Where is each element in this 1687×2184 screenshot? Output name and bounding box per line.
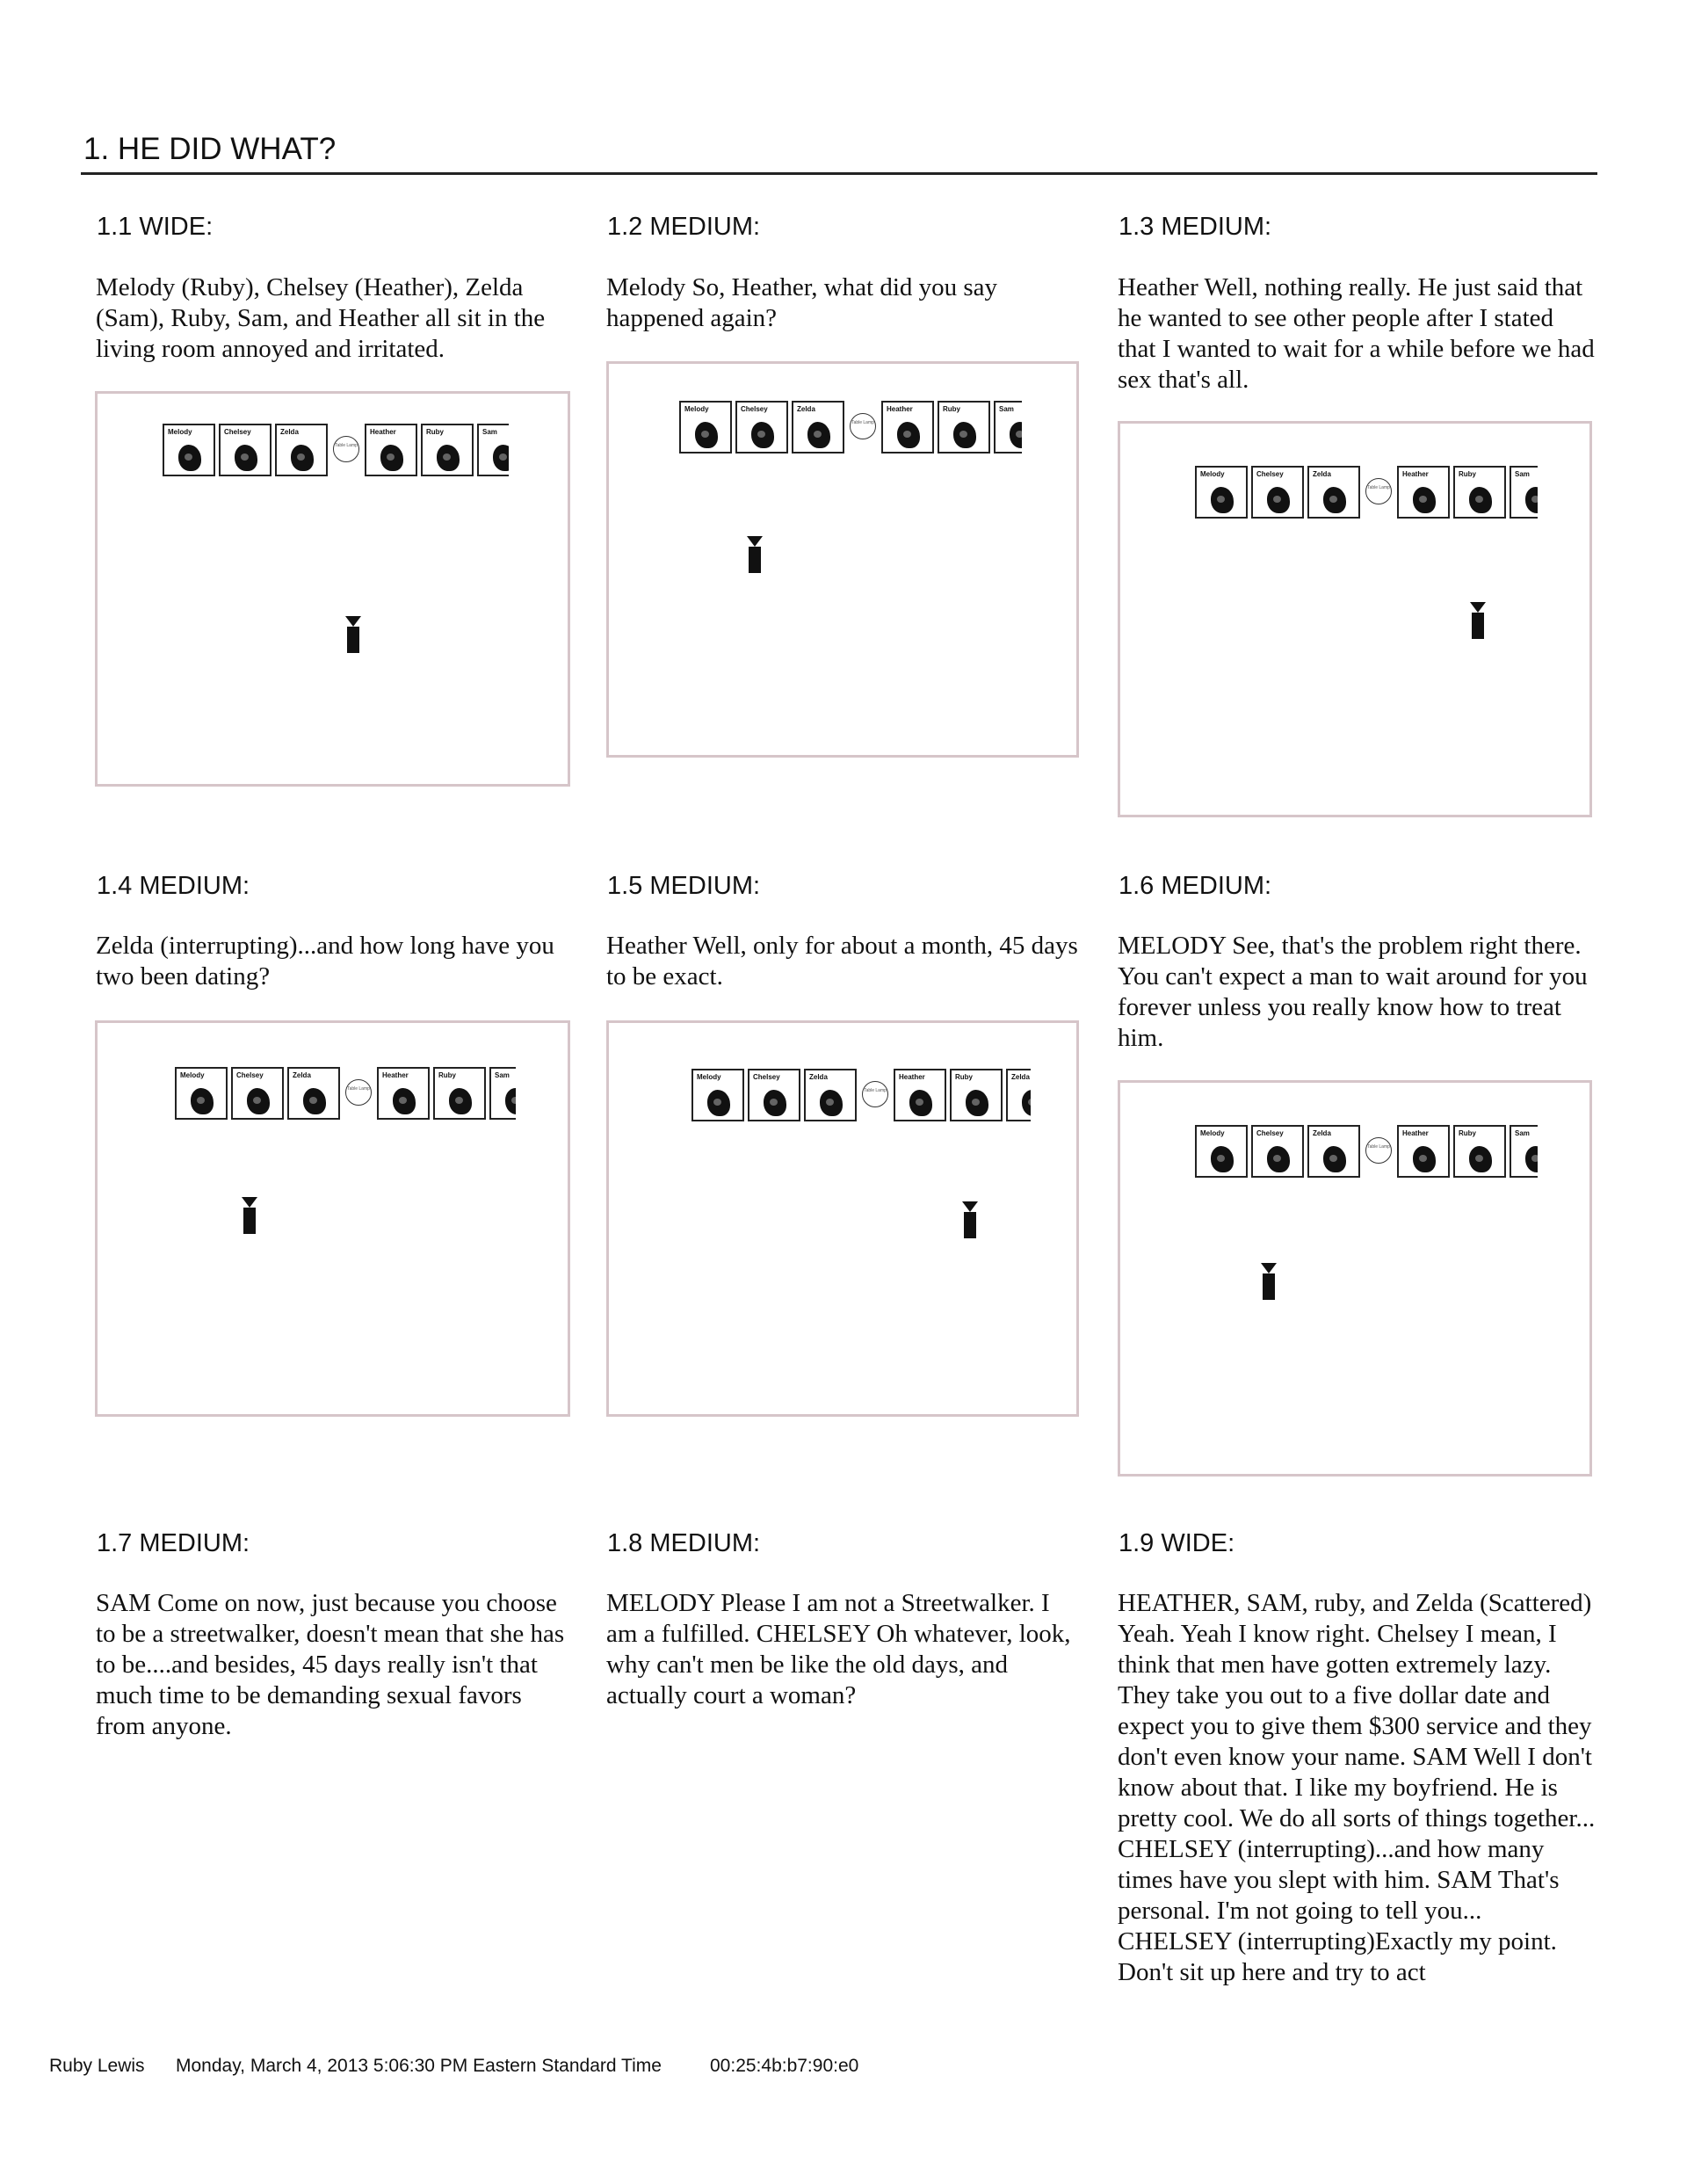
panel-description: MELODY Please I am not a Streetwalker. I am a fulfilled. CHELSEY Oh whatever, look, why can't men be like the old days, and actually court a woman? (606, 1589, 1071, 1709)
character-head-icon (1469, 1146, 1492, 1172)
seating-strip (1195, 466, 1538, 519)
seat-heather: Heather (365, 424, 417, 476)
seating-strip (679, 401, 1022, 453)
storyboard-frame (606, 1020, 1079, 1417)
camera-icon (1470, 602, 1486, 639)
seat-ruby: Ruby (950, 1069, 1003, 1121)
character-head-icon (437, 445, 460, 471)
character-head-icon (1267, 487, 1290, 513)
character-head-icon (695, 422, 718, 448)
seating-strip (691, 1069, 1031, 1121)
table-icon: Table Lamp (862, 1081, 888, 1107)
seat-ruby: Ruby (421, 424, 474, 476)
character-head-icon (1010, 422, 1022, 448)
seat-ruby: Ruby (938, 401, 990, 453)
panel-description: SAM Come on now, just because you choose to be a streetwalker, doesn't mean that she has to be....and besides, 45 days really isn't that much time to be demanding sexual favors from anyone. (96, 1589, 565, 1740)
seat-sam: Sam (1510, 466, 1538, 519)
character-head-icon (1211, 487, 1234, 513)
camera-icon (747, 536, 763, 573)
seat-zelda: Zelda (275, 424, 328, 476)
character-head-icon (807, 422, 830, 448)
seat-heather: Heather (881, 401, 934, 453)
footer-device-id: 00:25:4b:b7:90:e0 (710, 2056, 859, 2076)
character-head-icon (966, 1090, 988, 1116)
character-head-icon (751, 422, 774, 448)
seat-melody: Melody (175, 1067, 228, 1120)
character-head-icon (1022, 1090, 1031, 1116)
panel-description: Heather Well, only for about a month, 45 days to be exact. (606, 932, 1078, 990)
camera-icon (345, 616, 361, 653)
seat-ruby: Ruby (1453, 466, 1506, 519)
panel-description: Melody (Ruby), Chelsey (Heather), Zelda (Sam), Ruby, Sam, and Heather all sit in the living room annoyed and irritated. (96, 273, 546, 363)
character-head-icon (178, 445, 201, 471)
seat-zelda: Zelda (1307, 466, 1360, 519)
seat-zelda: Zelda (287, 1067, 340, 1120)
character-head-icon (1267, 1146, 1290, 1172)
panel-description: Heather Well, nothing really. He just said that he wanted to see other people after I stated that I wanted to wait for a while before we had sex that's all. (1118, 273, 1595, 394)
seat-heather: Heather (377, 1067, 430, 1120)
character-head-icon (1211, 1146, 1234, 1172)
seat-chelsey: Chelsey (748, 1069, 800, 1121)
seating-strip (1195, 1125, 1538, 1178)
character-head-icon (380, 445, 403, 471)
character-head-icon (707, 1090, 730, 1116)
storyboard-frame (1118, 1080, 1592, 1477)
seat-melody: Melody (1195, 466, 1248, 519)
character-head-icon (235, 445, 257, 471)
seat-melody: Melody (679, 401, 732, 453)
table-icon: Table Lamp (1365, 1137, 1392, 1164)
character-head-icon (191, 1088, 214, 1114)
panel-heading: 1.8 MEDIUM: (607, 1529, 761, 1557)
seat-sam: Sam (477, 424, 509, 476)
seat-heather: Heather (894, 1069, 946, 1121)
seat-melody: Melody (163, 424, 215, 476)
character-head-icon (449, 1088, 472, 1114)
character-head-icon (1525, 1146, 1538, 1172)
character-head-icon (247, 1088, 270, 1114)
storyboard-frame (606, 361, 1079, 758)
seat-sam: Sam (1510, 1125, 1538, 1178)
seat-chelsey: Chelsey (1251, 1125, 1304, 1178)
seat-sam: Sam (994, 401, 1022, 453)
table-icon: Table Lamp (850, 413, 876, 439)
seat-melody: Melody (1195, 1125, 1248, 1178)
seat-zelda: Zelda (792, 401, 844, 453)
seat-ruby: Ruby (433, 1067, 486, 1120)
table-icon: Table Lamp (1365, 478, 1392, 504)
panel-description: MELODY See, that's the problem right there. You can't expect a man to wait around for you forever unless you really know how to treat him. (1118, 932, 1588, 1052)
footer-datetime: Monday, March 4, 2013 5:06:30 PM Eastern Standard Time (176, 2056, 662, 2076)
title-divider (81, 172, 1597, 175)
panel-description: Zelda (interrupting)...and how long have you two been dating? (96, 932, 554, 990)
seating-strip (163, 424, 509, 476)
seating-strip (175, 1067, 516, 1120)
character-head-icon (909, 1090, 932, 1116)
character-head-icon (764, 1090, 786, 1116)
character-head-icon (291, 445, 314, 471)
character-head-icon (493, 445, 509, 471)
character-head-icon (303, 1088, 326, 1114)
panel-description: HEATHER, SAM, ruby, and Zelda (Scattered) Yeah. Yeah I know right. Chelsey I mean, I think that men have gotten extremely lazy. They take you out to a five dollar date and expect you to give them $300 service and they don't even know your name. SAM Well I don't know about that. I like my boyfriend. He is pretty cool. We do all sorts of things together... CHELSEY (interrupting)...and how many times have you slept with him. SAM That's personal. I'm not going to tell you... CHELSEY (interrupting)Exactly my point. Don't sit up here and try to act (1118, 1589, 1596, 1986)
seat-heather: Heather (1397, 466, 1450, 519)
character-head-icon (393, 1088, 416, 1114)
panel-heading: 1.9 WIDE: (1119, 1529, 1235, 1557)
character-head-icon (1413, 487, 1436, 513)
seat-chelsey: Chelsey (219, 424, 272, 476)
storyboard-frame (95, 1020, 570, 1417)
seat-ruby: Ruby (1453, 1125, 1506, 1178)
panel-heading: 1.2 MEDIUM: (607, 213, 761, 241)
storyboard-frame (95, 391, 570, 787)
page-title: 1. HE DID WHAT? (83, 132, 337, 166)
character-head-icon (953, 422, 976, 448)
character-head-icon (1525, 487, 1538, 513)
seat-zelda: Zelda (1307, 1125, 1360, 1178)
seat-chelsey: Chelsey (735, 401, 788, 453)
footer-author: Ruby Lewis (49, 2056, 145, 2076)
panel-heading: 1.4 MEDIUM: (97, 872, 250, 900)
character-head-icon (1323, 1146, 1346, 1172)
panel-heading: 1.3 MEDIUM: (1119, 213, 1272, 241)
seat-zelda: Zelda (1006, 1069, 1031, 1121)
panel-heading: 1.6 MEDIUM: (1119, 872, 1272, 900)
camera-icon (242, 1197, 257, 1234)
storyboard-frame (1118, 421, 1592, 817)
character-head-icon (1413, 1146, 1436, 1172)
seat-zelda: Zelda (804, 1069, 857, 1121)
character-head-icon (505, 1088, 516, 1114)
character-head-icon (1323, 487, 1346, 513)
seat-melody: Melody (691, 1069, 744, 1121)
panel-description: Melody So, Heather, what did you say happened again? (606, 273, 998, 332)
character-head-icon (897, 422, 920, 448)
panel-heading: 1.5 MEDIUM: (607, 872, 761, 900)
seat-chelsey: Chelsey (231, 1067, 284, 1120)
table-icon: Table Lamp (345, 1079, 372, 1106)
seat-sam: Sam (489, 1067, 516, 1120)
panel-heading: 1.7 MEDIUM: (97, 1529, 250, 1557)
camera-icon (962, 1201, 978, 1238)
character-head-icon (820, 1090, 843, 1116)
seat-chelsey: Chelsey (1251, 466, 1304, 519)
camera-icon (1261, 1263, 1277, 1300)
panel-heading: 1.1 WIDE: (97, 213, 214, 241)
seat-heather: Heather (1397, 1125, 1450, 1178)
character-head-icon (1469, 487, 1492, 513)
table-icon: Table Lamp (333, 436, 359, 462)
